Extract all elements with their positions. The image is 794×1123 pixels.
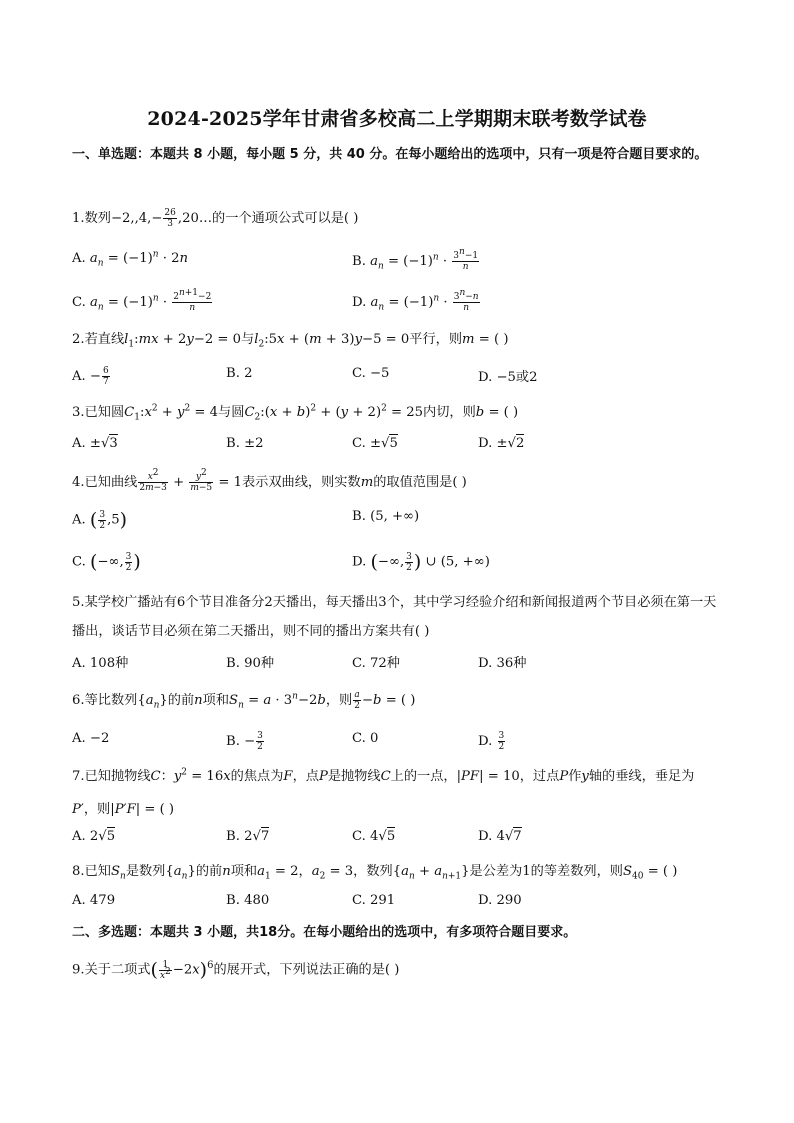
q1-option-a[interactable]: A. $a_n = (-1)^n \cdot 2n$ [72,249,189,269]
question-1-options-row-1 [72,247,724,277]
question-1-options-row-2 [72,288,724,318]
question-4-options-row-2 [72,551,724,577]
q2-option-c[interactable]: C. −5 [352,366,390,381]
question-7-line-1: 7.已知抛物线C：$y^2 = 16x$的焦点为F，点P是抛物线C上的一点，|PF| = 10，过点P作y轴的垂线，垂足为 [72,767,695,784]
q4-option-d[interactable]: D. (−∞, $\frac{3}{2}$ ) ∪ (5, +∞) [352,551,490,573]
q4-option-c[interactable]: C. (−∞, $\frac{3}{2}$ ) [72,551,141,573]
q1-option-c[interactable]: C. $a_n = (-1)^n$ · $\frac{2^{n+1}-2}{n}$ [72,288,212,313]
q7-option-d[interactable]: D. 4√7 [478,829,522,844]
q6-option-c[interactable]: C. 0 [352,731,379,746]
q8-option-c[interactable]: C. 291 [352,893,396,908]
q1-option-b[interactable]: B. $a_n = (-1)^n$ · $\frac{3^n-1}{n}$ [352,247,479,272]
q3-option-c[interactable]: C. ±√5 [352,436,398,451]
q6-option-b[interactable]: B. − $\frac{3}{2}$ [226,731,263,752]
q3-option-b[interactable]: B. ±2 [226,436,264,451]
question-7-options [72,829,724,855]
question-8-options [72,893,724,919]
question-3: 3.已知圆$C_1:x^2 + y^2 = 4$与圆$C_2:(x + b)^2 + (y + 2)^2 = 25$内切，则b = ( ) [72,403,519,423]
question-4: 4.已知曲线 $\frac{x^2}{2m-3}$ + $\frac{y^2}{m-5}$ = 1表示双曲线，则实数m的取值范围是( ) [72,468,467,493]
q8-option-a[interactable]: A. 479 [72,893,116,908]
q8-option-b[interactable]: B. 480 [226,893,270,908]
q5-option-a[interactable]: A. 108种 [72,656,129,671]
q3-option-a[interactable]: A. ±√3 [72,436,118,451]
question-2: 2.若直线$l_1:mx + 2y-2 = 0$与$l_2:5x + (m + 3)y-5 = 0$平行，则m = ( ) [72,332,509,350]
q5-option-d[interactable]: D. 36种 [478,656,527,671]
q2-option-b[interactable]: B. 2 [226,366,253,381]
question-8: 8.已知$S_n$是数列$\{a_n\}$的前n项和$a_1 = 2$，$a_2 = 3$，数列$\{a_n + a_{n+1}\}$是公差为1的等差数列，则$S_{40}$ = ( ) [72,864,678,882]
question-9: 9.关于二项式( $\frac{1}{x^2}$ −2x)$^6$的展开式，下列说法正确的是( ) [72,959,400,981]
q8-option-d[interactable]: D. 290 [478,893,522,908]
q6-option-d[interactable]: D. $\frac{3}{2}$ [478,731,505,752]
question-6-options [72,731,724,757]
q7-option-a[interactable]: A. 2√5 [72,829,116,844]
question-1: 1.数列−2,,4,− $\frac{26}{3}$ ,20…的一个通项公式可以是( ) [72,208,359,229]
section-heading-multiple-choice: 二、多选题：本题共 3 小题，共18分。在每小题给出的选项中，有多项符合题目要求。 [72,925,577,940]
q3-option-d[interactable]: D. ±√2 [478,436,525,451]
q1-option-d[interactable]: D. $a_n = (-1)^n$ · $\frac{3^n-n}{n}$ [352,288,479,313]
q5-option-b[interactable]: B. 90种 [226,656,275,671]
question-6: 6.等比数列$\{a_n\}$的前n项和$S_n = a \cdot 3^n-2b$，则 $\frac{a}{2}$ −b = ( ) [72,690,416,711]
q4-option-b[interactable]: B. (5, +∞) [352,509,420,524]
question-5: 5.某学校广播站有6个节目准备分2天播出，每天播出3个，其中学习经验介绍和新闻报道两个节目必须在第一天播出，谈话节目必须在第二天播出，则不同的播出方案共有( ) [72,595,717,639]
q5-option-c[interactable]: C. 72种 [352,656,400,671]
question-3-options [72,436,724,462]
q6-option-a[interactable]: A. −2 [72,731,110,746]
q2-option-d[interactable]: D. −5或2 [478,370,538,385]
section-heading-single-choice: 一、单选题：本题共 8 小题，每小题 5 分，共 40 分。在每小题给出的选项中，只有一项是符合题目要求的。 [72,147,708,162]
page-title: 2024-2025学年甘肃省多校高二上学期期末联考数学试卷 [147,108,647,130]
question-4-options-row-1 [72,509,724,535]
question-7-line-2: P′，则|P′F| = ( ) [72,802,175,817]
q2-option-a[interactable]: A. − $\frac{6}{7}$ [72,366,109,387]
q4-option-a[interactable]: A. ( $\frac{3}{2}$ ,5) [72,509,128,531]
q7-option-c[interactable]: C. 4√5 [352,829,396,844]
q7-option-b[interactable]: B. 2√7 [226,829,270,844]
question-2-options [72,366,724,392]
question-5-options [72,652,724,678]
